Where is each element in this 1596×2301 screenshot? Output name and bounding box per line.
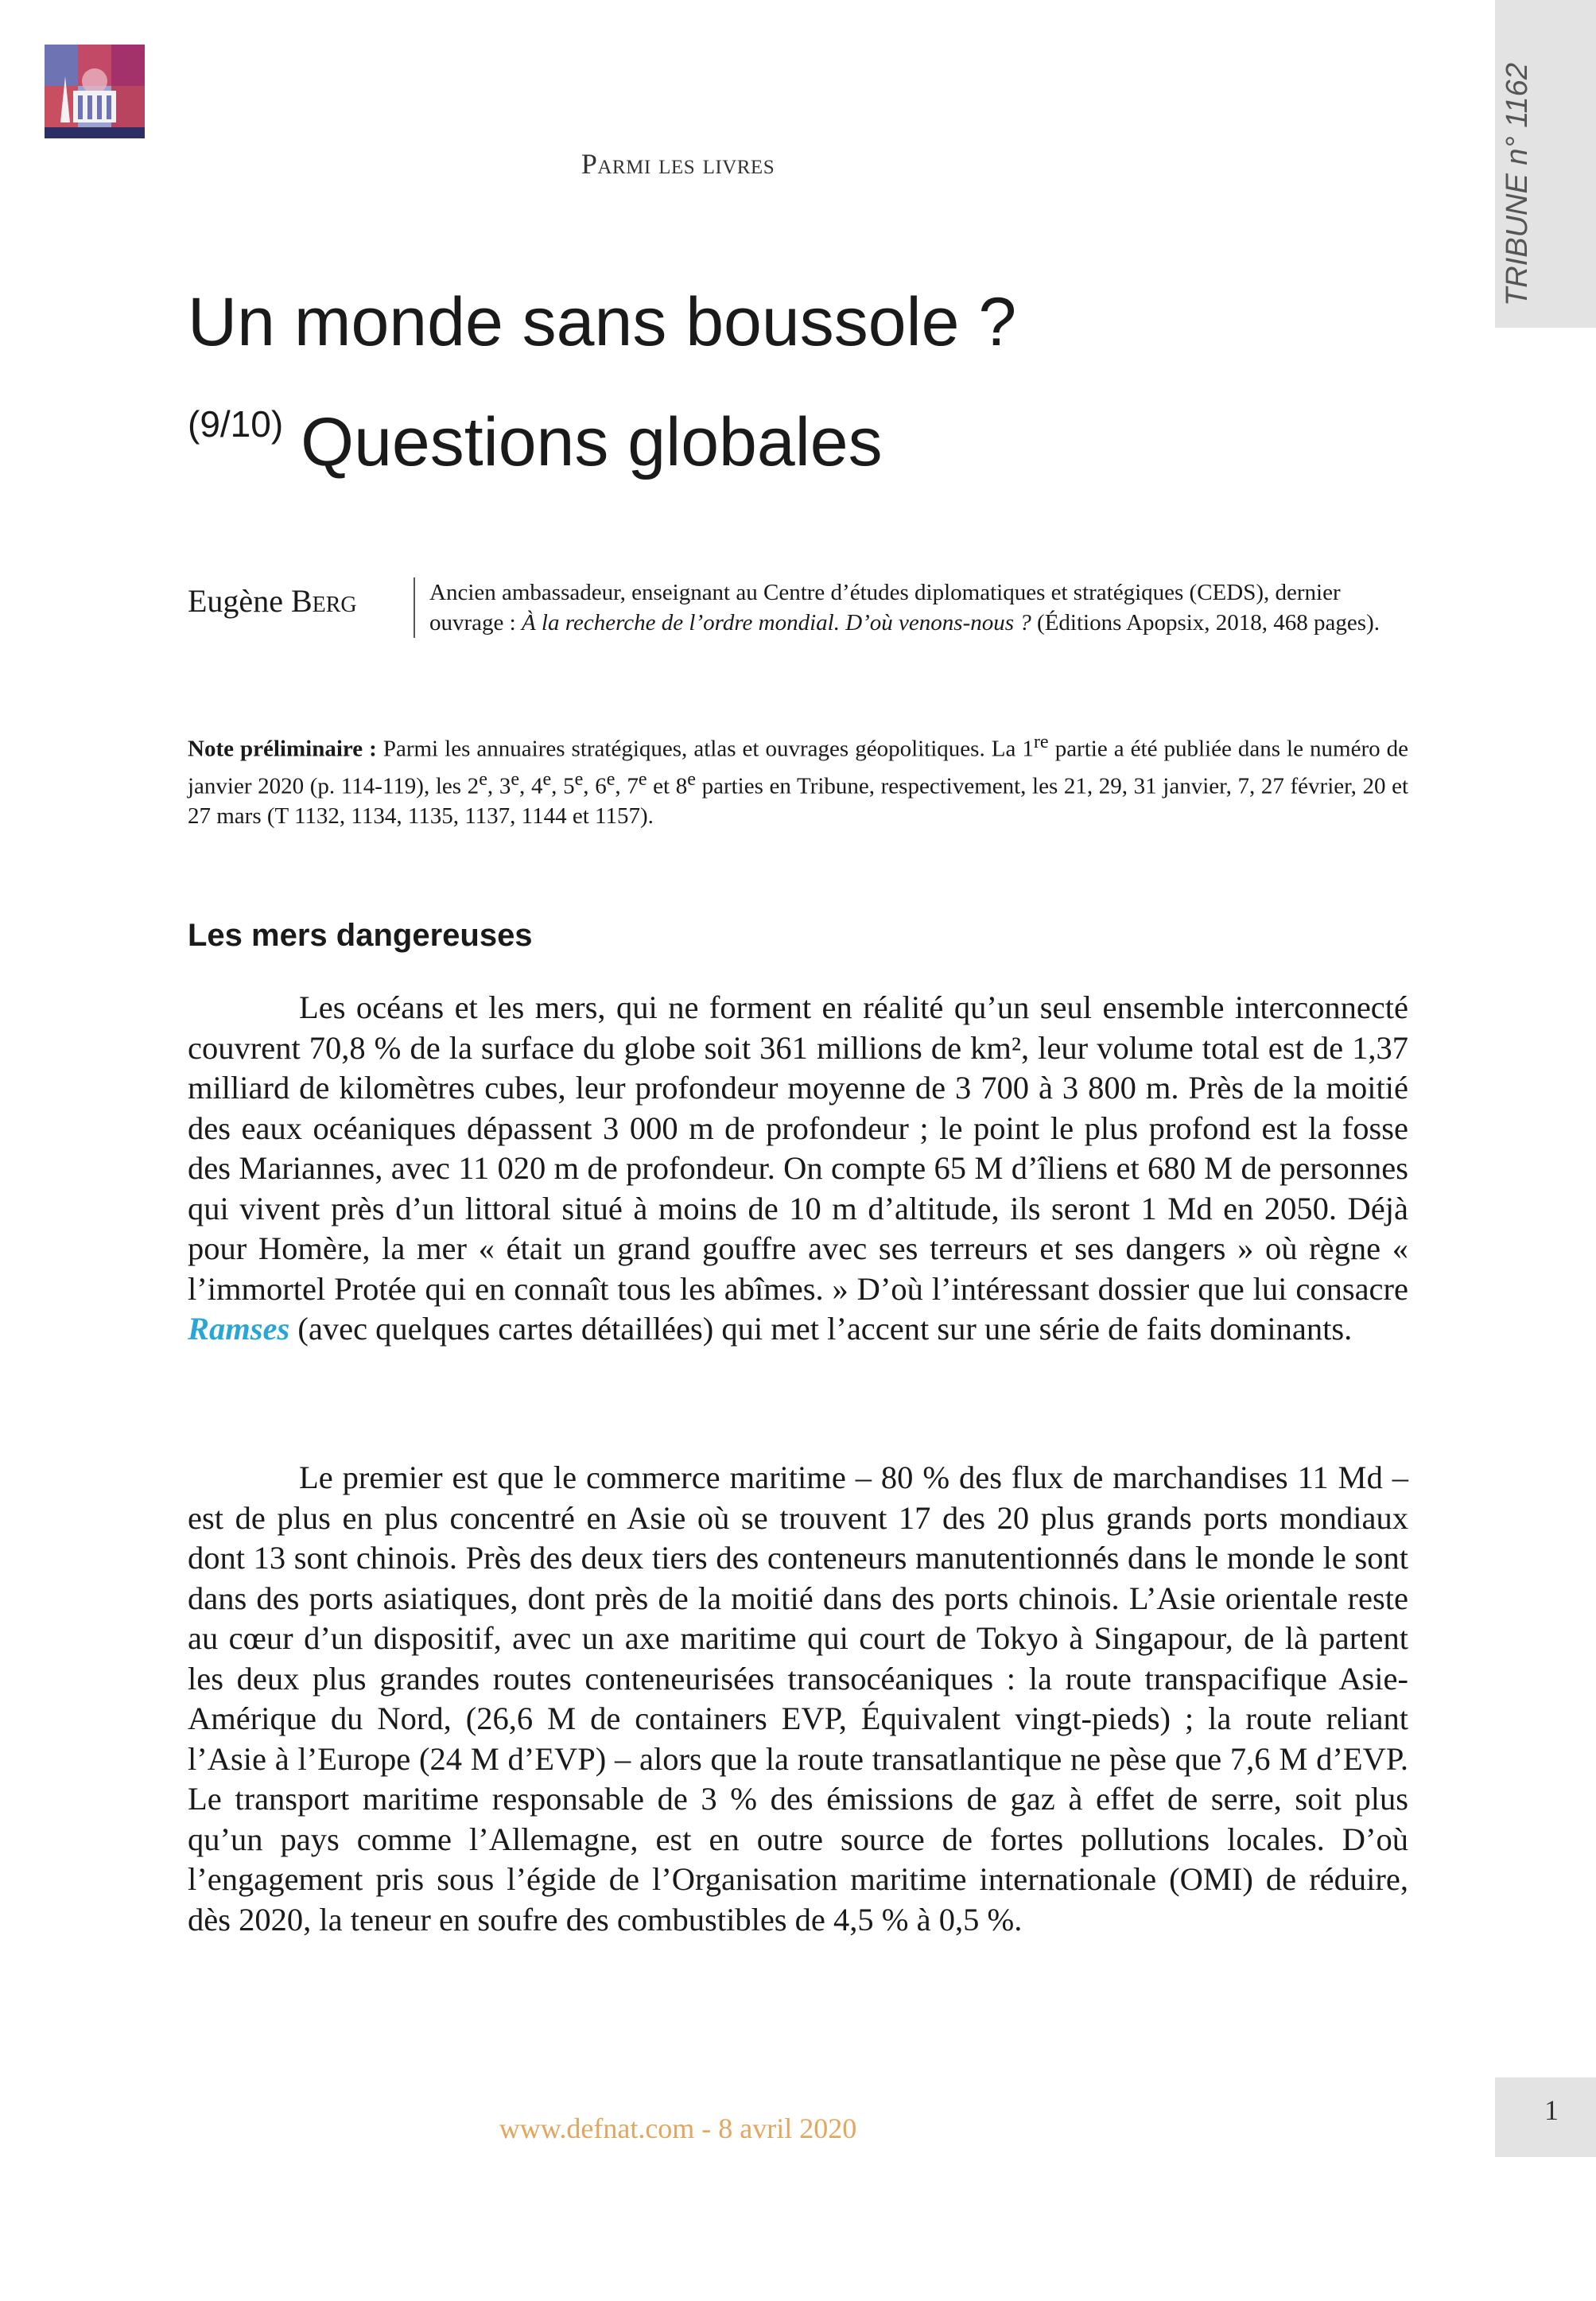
note-sup: e — [687, 768, 696, 790]
section-heading: Les mers dangereuses — [188, 918, 533, 953]
subtitle-text: Questions globales — [301, 404, 883, 480]
footer-url-date[interactable]: www.defnat.com - 8 avril 2020 — [499, 2112, 857, 2144]
body-paragraph: Le premier est que le commerce maritime – 80 % des flux de marchandises 11 Md – est de plus en plus concentré en Asie où se trouvent 17 des 20 plus grands ports mondiaux dont 13 sont chinois. Près des deux tiers des conteneurs manutentionnés dans le monde le sont dans des ports asiatiques, dont près de la moitié dans des ports chinois. L’Asie orientale reste au cœur d’un dispositif, avec un axe maritime qui court de Tokyo à Singapour, de là partent les deux plus grandes routes conteneurisées transocéaniques : la route transpacifique Asie-Amérique du Nord, (26,6 M de containers EVP, Équivalent vingt-pieds) ; la route reliant l’Asie à l’Europe (24 M d’EVP) – alors que la route transatlantique ne pèse que 7,6 M d’EVP. Le transport maritime responsable de 3 % des émissions de gaz à effet de serre, soit plus qu’un pays comme l’Allemagne, est en outre source de fortes pollutions locales. D’où l’engagement pris sous l’égide de l’Organisation maritime internationale (OMI) de réduire, dès 2020, la teneur en soufre des combustibles de 4,5 % à 0,5 %. — [188, 1460, 1408, 1938]
article-subtitle — [188, 403, 883, 480]
preliminary-note: Note préliminaire : Parmi les annuaires stratégiques, atlas et ouvrages géopolitiques. La 1re partie a été publiée dans le numéro de janvier 2020 (p. 114-119), les 2e, 3e, 4e, 5e, 6e, 7e et 8e parties en Tribune, respectivement, les 21, 29, 31 janvier, 7, 27 février, 20 et 27 mars (T 1132, 1134, 1135, 1137, 1144 et 1157). — [188, 731, 1409, 830]
note-ordinal: 6 — [595, 773, 607, 799]
note-text: Parmi les annuaires stratégiques, atlas et ouvrages géopolitiques. La 1 — [376, 736, 1034, 762]
author-divider — [414, 577, 415, 638]
part-number: (9/10) — [188, 403, 284, 445]
author-book-title: À la recherche de l’ordre mondial. D’où venons-nous ? — [521, 610, 1031, 635]
note-ordinal: 3 — [499, 773, 511, 799]
note-sup: e — [606, 768, 615, 790]
note-text: et 8 — [647, 773, 688, 799]
note-ordinal: 7 — [627, 773, 639, 799]
note-sup: re — [1033, 731, 1049, 752]
publication-logo-icon — [45, 45, 145, 140]
author-last-name: Berg — [290, 583, 357, 619]
note-ordinal: 4 — [530, 773, 543, 799]
note-text: parties en Tribune, respectivement, les 21, 29, 31 janvier, 7, 27 février, 20 et 27 mars (T 1132, 1134, 1135, 1137, 1144 et 1157). — [188, 773, 1409, 830]
note-text: partie a été publiée dans le numéro de janvier 2020 (p. 114-119), les 2 — [188, 736, 1409, 799]
author-bio-publisher: (Éditions Apopsix, 2018, 468 pages). — [1031, 610, 1380, 635]
note-sup: e — [542, 768, 552, 790]
note-sup: e — [479, 768, 487, 790]
author-bio-text: Ancien ambassadeur, enseignant au Centre d’études diplomatiques et stratégiques (CEDS), dernier ouvrage : — [429, 580, 1341, 635]
paragraph-text: (avec quelques cartes détaillées) qui met l’accent sur une série de faits dominants. — [289, 1311, 1353, 1347]
note-sup: e — [511, 768, 520, 790]
note-label: Note préliminaire : — [188, 736, 377, 762]
author-bio — [429, 577, 1408, 638]
page-number: 1 — [1544, 2094, 1559, 2126]
note-ordinal: 5 — [563, 773, 575, 799]
section-label: Parmi les livres — [581, 148, 775, 180]
note-sup: e — [638, 768, 647, 790]
ramses-link[interactable]: Ramses — [188, 1311, 290, 1347]
logo-caption-band — [45, 127, 145, 138]
author-first-name: Eugène — [188, 583, 283, 619]
author-name — [188, 582, 357, 620]
tribune-number-label: TRIBUNE n° 1162 — [1501, 63, 1534, 306]
body-paragraph — [188, 988, 1408, 1350]
article-title: Un monde sans boussole ? — [188, 284, 1017, 360]
paragraph-text: Les océans et les mers, qui ne forment en réalité qu’un seul ensemble interconnecté couvrent 70,8 % de la surface du globe soit 361 millions de km², leur volume total est de 1,37 milliard de kilomètres cubes, leur profondeur moyenne de 3 700 à 3 800 m. Près de la moitié des eaux océaniques dépassent 3 000 m de profondeur ; le point le plus profond est la fosse des Mariannes, avec 11 020 m de profondeur. On compte 65 M d’îliens et 680 M de personnes qui vivent près d’un littoral situé à moins de 10 m d’altitude, ils seront 1 Md en 2050. Déjà pour Homère, la mer « était un grand gouffre avec ses terreurs et ses dangers » où règne « l’immortel Protée qui en connaît tous les abîmes. » D’où l’intéressant dossier que lui consacre — [188, 989, 1408, 1307]
note-sup: e — [574, 768, 584, 790]
